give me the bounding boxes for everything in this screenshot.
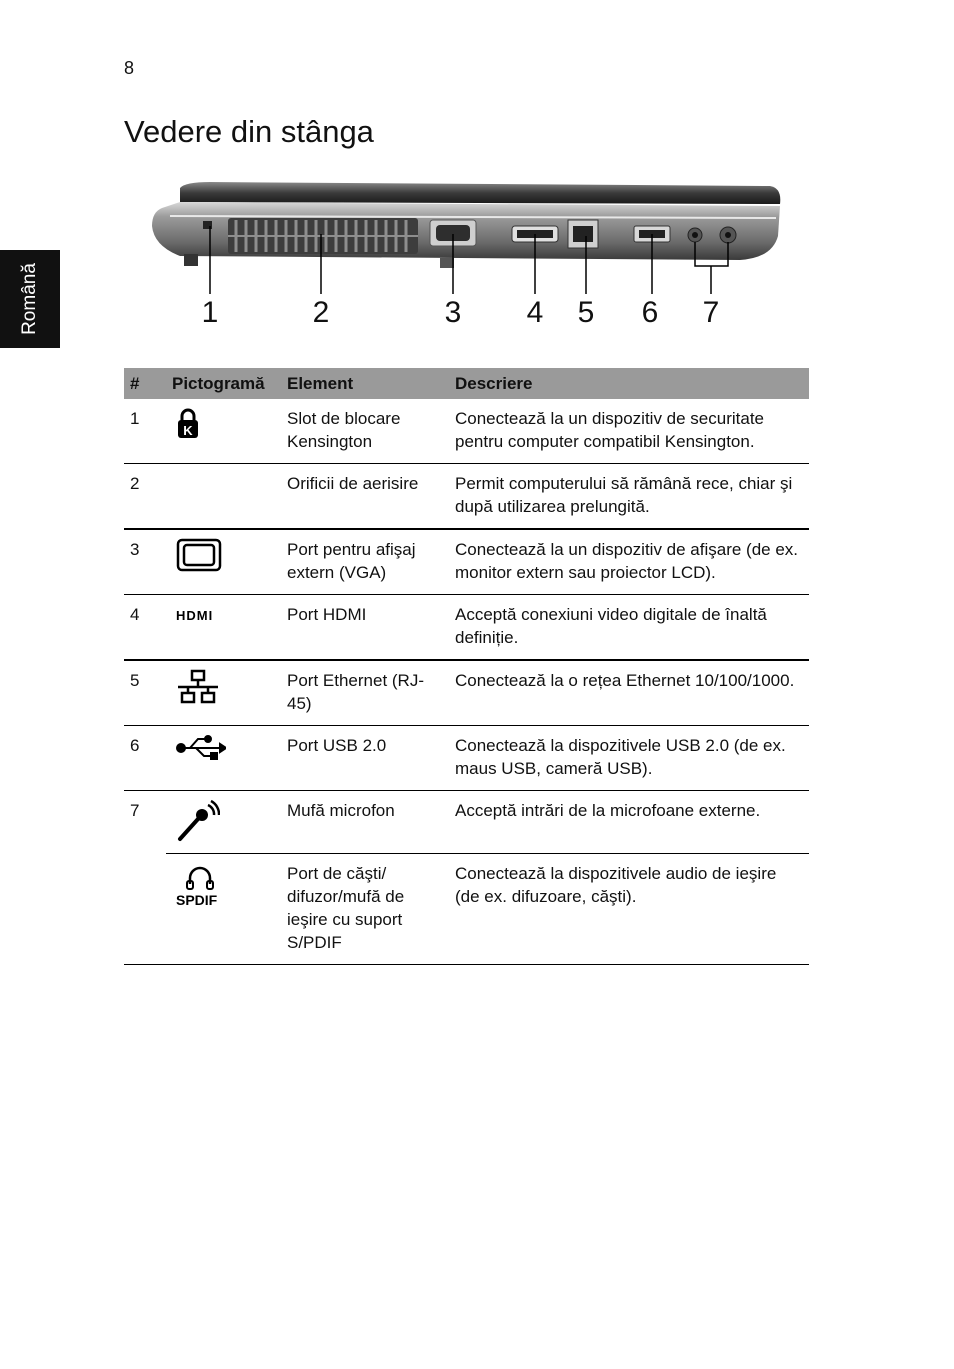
row-icon-cell [166, 595, 281, 661]
callout-number: 1 [201, 296, 219, 329]
spdif-icon-text: SPDIF [176, 892, 218, 908]
row-num: 7 [130, 801, 140, 820]
row-icon-cell [166, 399, 281, 464]
hdmi-icon-text: HDMI [176, 608, 214, 623]
row-num: 4 [124, 595, 166, 661]
row-element: Slot de blocare Kensington [281, 399, 449, 464]
row-element: Port Ethernet (RJ-45) [281, 660, 449, 726]
table-row [124, 660, 809, 726]
row-description: Conectează la dispozitivele audio de ieşire (de ex. difuzoare, căşti). [449, 854, 809, 965]
page-number: 8 [124, 58, 135, 78]
row-icon-cell [166, 726, 281, 791]
table-row [124, 529, 809, 595]
row-num [124, 854, 166, 965]
callout-number: 6 [641, 296, 659, 329]
table-row [124, 464, 809, 530]
row-description: Acceptă intrări de la microfoane externe. [449, 791, 809, 854]
header-element: Element [281, 368, 449, 399]
laptop-left-side-illustration [140, 176, 800, 336]
row-element: Mufă microfon [281, 791, 449, 854]
row-icon-cell [166, 854, 281, 965]
row-element: Orificii de aerisire [281, 464, 449, 530]
row-description: Conectează la dispozitivele USB 2.0 (de ex. maus USB, cameră USB). [449, 726, 809, 791]
row-icon-cell [166, 791, 281, 854]
svg-text:K: K [183, 423, 193, 438]
row-icon-cell [166, 529, 281, 595]
ethernet-network-icon [176, 669, 220, 705]
row-num: 1 [124, 399, 166, 464]
row-description: Permit computerului să rămână rece, chiar şi după utilizarea prelungită. [449, 464, 809, 530]
header-description: Descriere [449, 368, 809, 399]
row-element: Port HDMI [281, 595, 449, 661]
table-row [124, 595, 809, 661]
table-row [124, 791, 809, 854]
row-description: Acceptă conexiuni video digitale de înaltă definiție. [449, 595, 809, 661]
row-element: Port de căşti/ difuzor/mufă de ieşire cu suport S/PDIF [281, 854, 449, 965]
table-row [124, 399, 809, 464]
headphone-spdif-icon [176, 862, 232, 908]
vga-monitor-icon [176, 538, 222, 572]
row-description: Conectează la un dispozitiv de securitate pentru computer compatibil Kensington. [449, 399, 809, 464]
table-row [124, 726, 809, 791]
kensington-lock-icon [176, 407, 200, 441]
callout-number: 5 [577, 296, 595, 329]
page-title: Vedere din stânga [124, 114, 374, 149]
ports-table [124, 368, 809, 965]
row-description: Conectează la o rețea Ethernet 10/100/1000. [449, 660, 809, 726]
row-num: 2 [124, 464, 166, 530]
callout-number: 3 [444, 296, 462, 329]
table-header-row [124, 368, 809, 399]
row-icon-cell [166, 660, 281, 726]
row-num: 3 [124, 529, 166, 595]
hdmi-icon [176, 603, 236, 625]
callout-number: 7 [702, 296, 720, 329]
callout-number: 4 [526, 296, 544, 329]
header-icon: Pictogramă [166, 368, 281, 399]
row-num: 6 [124, 726, 166, 791]
row-icon-cell [166, 464, 281, 530]
row-element: Port USB 2.0 [281, 726, 449, 791]
usb-icon [176, 734, 226, 762]
row-num: 5 [124, 660, 166, 726]
row-element: Port pentru afişaj extern (VGA) [281, 529, 449, 595]
microphone-icon [176, 799, 220, 843]
table-row [124, 854, 809, 965]
callout-number: 2 [312, 296, 330, 329]
row-description: Conectează la un dispozitiv de afişare (de ex. monitor extern sau proiector LCD). [449, 529, 809, 595]
language-tab [0, 250, 60, 348]
header-num: # [124, 368, 166, 399]
language-tab-label: Română [19, 263, 40, 335]
